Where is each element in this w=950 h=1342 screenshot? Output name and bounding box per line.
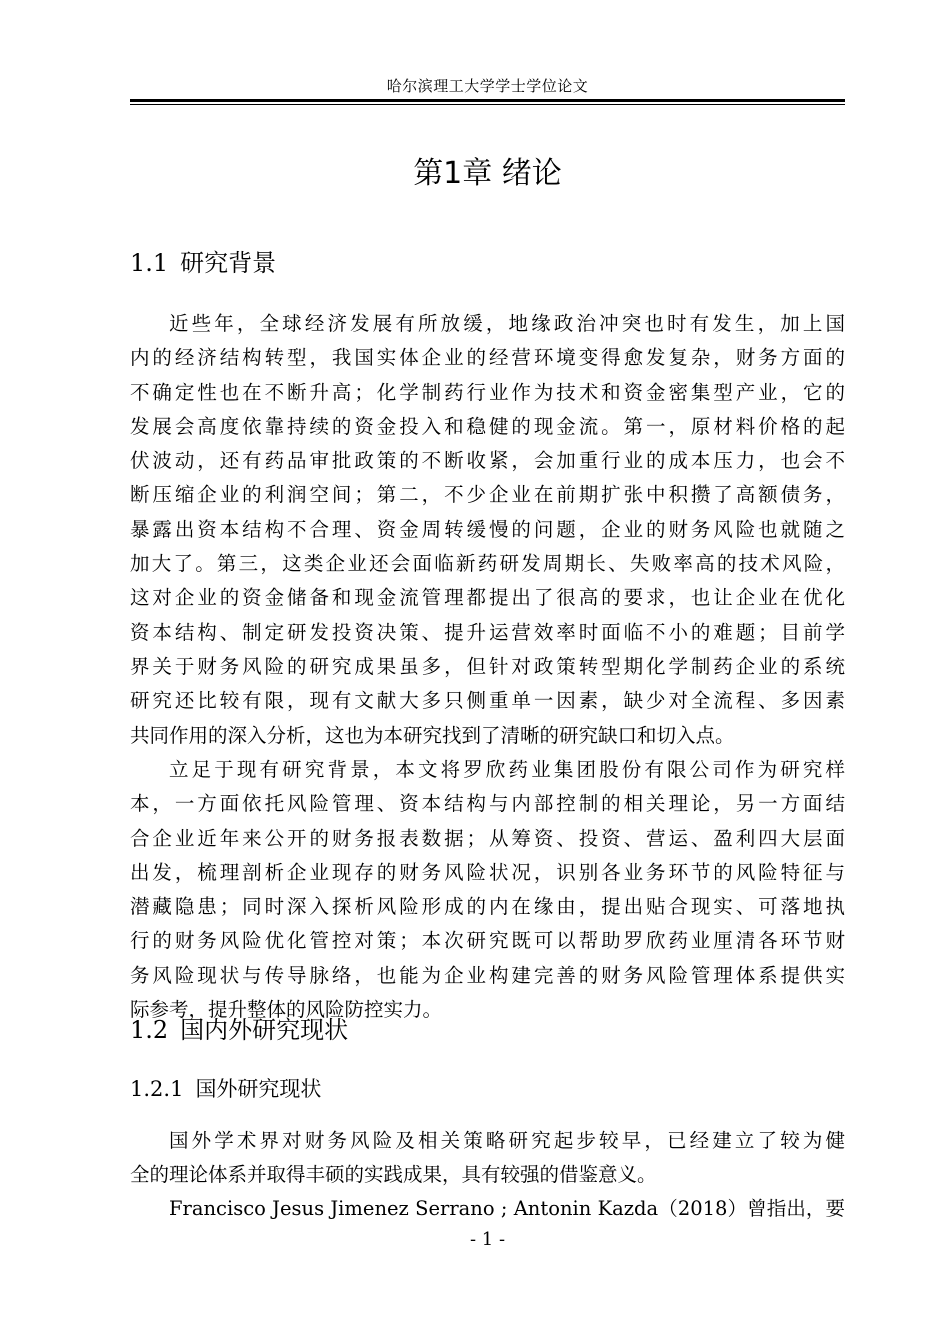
text-line: 断压缩企业的利润空间；第二，不少企业在前期扩张中积攒了高额债务，: [130, 483, 845, 507]
header-rule-thin: [130, 104, 845, 105]
paragraph-foreign-research-2: [130, 1192, 845, 1226]
paragraph-background-2: [130, 753, 845, 1027]
text-line: 近些年，全球经济发展有所放缓，地缘政治冲突也时有发生，加上国: [169, 312, 845, 335]
text-line: 加大了。第三，这类企业还会面临新药研发周期长、失败率高的技术风险，: [130, 552, 845, 576]
text-line: 暴露出资本结构不合理、资金周转缓慢的问题，企业的财务风险也就随之: [130, 517, 845, 541]
section-number: 1.2: [130, 1016, 169, 1044]
running-header: 哈尔滨理工大学学士学位论文: [386, 77, 589, 95]
subsection-number: 1.2.1: [130, 1077, 184, 1101]
section-title: 国内外研究现状: [180, 1016, 349, 1044]
text-line: 国外学术界对财务风险及相关策略研究起步较早，已经建立了较为健: [169, 1129, 845, 1152]
text-line: 内的经济结构转型，我国实体企业的经营环境变得愈发复杂，财务方面的: [130, 346, 845, 370]
chapter-title: 第1章 绪论: [413, 156, 562, 191]
text-line: 资本结构、制定研发投资决策、提升运营效率时面临不小的难题；目前学: [130, 620, 845, 644]
text-line: 合企业近年来公开的财务报表数据；从筹资、投资、营运、盈利四大层面: [130, 826, 845, 850]
text-line: 潜藏隐患；同时深入探析风险形成的内在缘由，提出贴合现实、可落地执: [130, 895, 845, 919]
text-line: 立足于现有研究背景，本文将罗欣药业集团股份有限公司作为研究样: [169, 758, 845, 781]
header-rule-thick: [130, 99, 845, 102]
subsection-heading-1-2-1: [130, 1074, 321, 1104]
text-line: 出发，梳理剖析企业现存的财务风险状况，识别各业务环节的风险特征与: [130, 860, 845, 884]
text-line: 不确定性也在不断升高；化学制药行业作为技术和资金密集型产业，它的: [130, 380, 845, 404]
text-line: 务风险现状与传导脉络，也能为企业构建完善的财务风险管理体系提供实: [130, 963, 845, 987]
subsection-title: 国外研究现状: [195, 1077, 322, 1101]
text-line: 研究还比较有限，现有文献大多只侧重单一因素，缺少对全流程、多因素: [130, 689, 845, 713]
paragraph-background-1: [130, 307, 845, 753]
text-line: Francisco Jesus Jimenez Serrano ; Antonin Kazda（2018）曾指出，要: [169, 1197, 845, 1220]
text-line: 界关于财务风险的研究成果虽多，但针对政策转型期化学制药企业的系统: [130, 654, 845, 678]
page-number: - 1 -: [469, 1229, 506, 1250]
text-line: 本，一方面依托风险管理、资本结构与内部控制的相关理论，另一方面结: [130, 792, 845, 816]
text-line: 际参考，提升整体的风险防控实力。: [130, 998, 443, 1022]
section-heading-1-1: [130, 246, 276, 280]
paragraph-foreign-research-1: [130, 1124, 845, 1193]
text-line: 伏波动，还有药品审批政策的不断收紧，会加重行业的成本压力，也会不: [130, 449, 845, 473]
section-heading-1-2: [130, 1013, 348, 1047]
text-line: 行的财务风险优化管控对策；本次研究既可以帮助罗欣药业厘清各环节财: [130, 929, 845, 953]
text-line: 共同作用的深入分析，这也为本研究找到了清晰的研究缺口和切入点。: [130, 723, 735, 747]
section-title: 研究背景: [180, 249, 277, 277]
text-line: 发展会高度依靠持续的资金投入和稳健的现金流。第一，原材料价格的起: [130, 414, 845, 438]
text-line: 这对企业的资金储备和现金流管理都提出了很高的要求，也让企业在优化: [130, 586, 845, 610]
text-line: 全的理论体系并取得丰硕的实践成果，具有较强的借鉴意义。: [130, 1163, 657, 1187]
section-number: 1.1: [130, 249, 169, 277]
